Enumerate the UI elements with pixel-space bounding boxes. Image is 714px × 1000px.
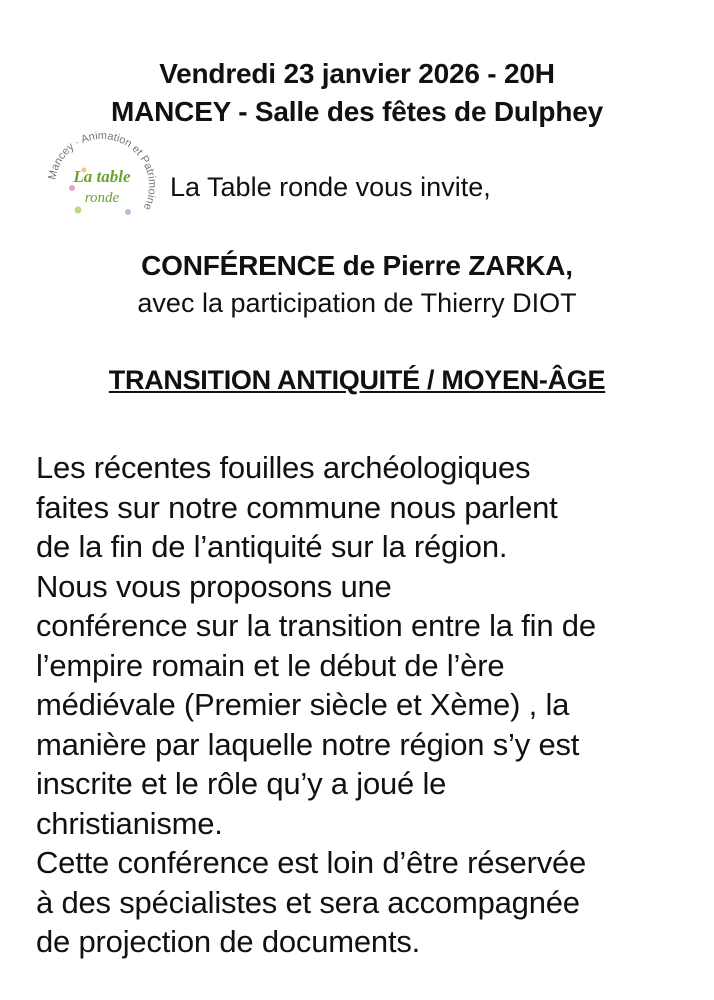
logo-ring-text: Mancey · Animation et Patrimoine [46,129,159,212]
logo-title-line1: La table [73,167,131,186]
conference-subtitle: avec la participation de Thierry DIOT [137,288,577,318]
table-ronde-logo [44,128,160,244]
description-line: Nous vous proposons une [36,568,392,604]
description-line: manière par laquelle notre région s’y est [36,726,580,762]
description-line: Cette conférence est loin d’être réservée [36,845,587,880]
description-block [36,448,696,962]
conference-title: CONFÉRENCE de Pierre ZARKA, [141,250,573,281]
description-line: Les récentes fouilles archéologiques [36,450,531,485]
description-line: inscrite et le rôle qu’y a joué le [36,766,447,801]
description-line: médiévale (Premier siècle et Xème) , la [36,687,570,722]
description-line: conférence sur la transition entre la fin de [36,608,596,643]
logo-title-line2: ronde [84,190,120,206]
invitation-text: La Table ronde vous invite, [170,172,491,202]
description-line: à des spécialistes et sera accompagnée [36,884,580,920]
conference-topic: TRANSITION ANTIQUITÉ / MOYEN-ÂGE [108,365,606,395]
description-line: l’empire romain et le début de l’ère [36,647,505,683]
description-line: faites sur notre commune nous parlent [36,489,558,525]
description-line: christianisme. [36,805,223,841]
event-venue: MANCEY - Salle des fêtes de Dulphey [111,96,603,127]
description-line: de projection de documents. [36,924,421,959]
description-line: de la fin de l’antiquité sur la région. [36,529,508,564]
event-date: Vendredi 23 janvier 2026 - 20H [159,58,555,89]
